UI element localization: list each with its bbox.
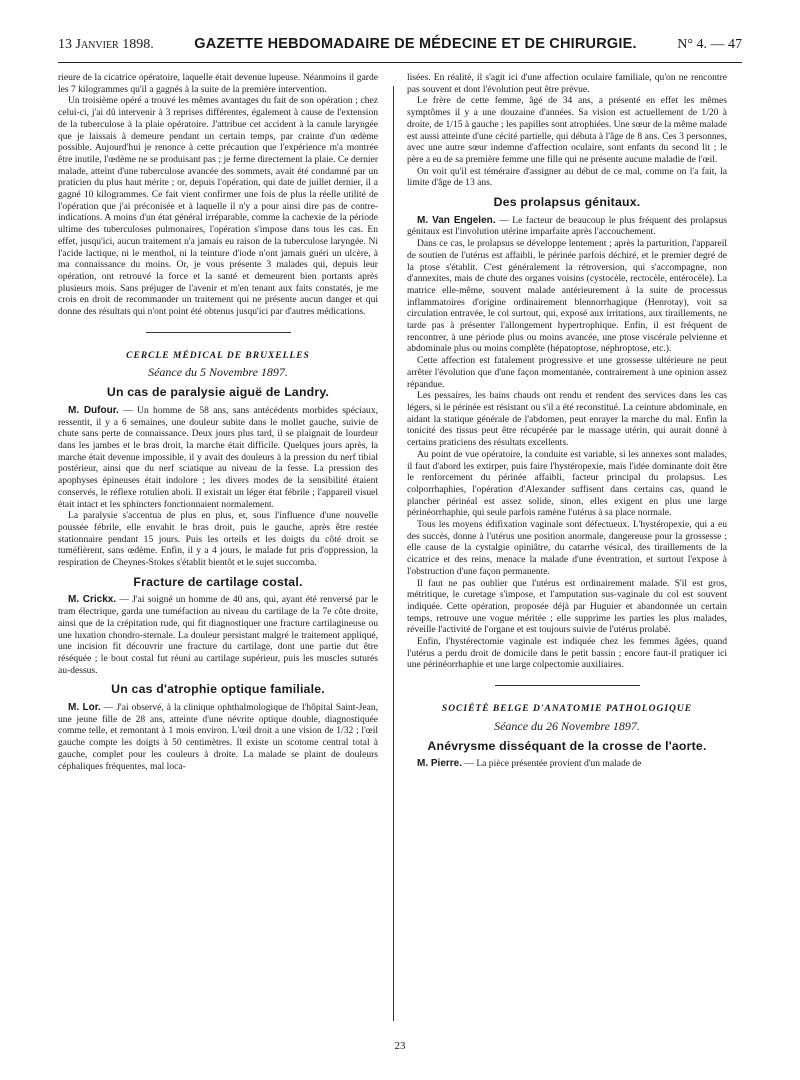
section-title: Anévrysme disséquant de la crosse de l'aorte. [427,738,707,753]
speaker-name: M. Dufour. [68,404,119,416]
paragraph: On voit qu'il est téméraire d'assigner au début de ce mal, comme on l'a fait, la limite d'âge de 13 ans. [407,165,727,189]
section-separator [146,332,291,333]
society-heading: CERCLE MÉDICAL DE BRUXELLES [126,350,310,361]
paragraph: — J'ai observé, à la clinique ophthalmologique de l'hôpital Saint-Jean, une jeune fille de 28 ans, atteinte d'une névrite optique double, diagnostiquée comme telle, et remontant à 1 mois environ. L'œil droit a une vision de 1/32 ; l'œil gauche compte les doigts à 50 centimètres. Il existe un scotome central total à gauche, complet pour les couleurs à droite. La malade se plaint de douleurs céphaliques fréquentes, mal loca- [58,702,378,772]
society-heading: SOCIÉTÉ BELGE D'ANATOMIE PATHOLOGIQUE [441,704,693,715]
issue-number: N° 4. — 47 [677,37,742,52]
paragraph: — La pièce présentée provient d'un malade de [462,758,642,770]
journal-title: GAZETTE HEBDOMADAIRE DE MÉDECINE ET DE CHIRURGIE. [194,36,637,52]
page-number: 23 [394,1040,406,1052]
speaker-name: M. Lor. [68,702,101,714]
paragraph: Au point de vue opératoire, la conduite est variable, si les annexes sont malades, il faut d'abord les extirper, puis faire l'hystéropexie, mais l'idée dominante doit être le renforcement du périnée affaibli, facteur principal du prolapsus. Les colporrhaphies, l'opération d'Alexander suffisent dans certains cas, quand le plancher périnéal est assez solide, sinon, elles exigent en plus une large périnéorrhaphie, qui seule parfois ramène l'utérus à sa place normale. [407,448,727,519]
right-column [407,72,727,770]
paragraph: rieure de la cicatrice opératoire, laquelle était devenue lupeuse. Néanmoins il garde les 7 kilogrammes qu'il a gagnés à la suite de la première intervention. [58,72,378,95]
left-column [58,72,378,772]
paragraph: Les pessaires, les bains chauds ont rendu et rendent des services dans les cas légers, si le périnée est résistant ou s'il a été reconstitué. La ceinture abdominale, en aidant la statique générale de l'abdomen, peut enrayer la marche du mal. Enfin la tonicité des tissus peut être récupérée par le massage utérin, qui aurait donné à certains praticiens des résultats excellents. [407,390,727,449]
speaker-name: M. Crickx. [68,594,117,606]
page-header [58,36,742,58]
paragraph: Dans ce cas, le prolapsus se développe lentement ; après la parturition, l'appareil de soutien de l'utérus est affaibli, le périnée parfois déchiré, et le premier degré de la ptose s'établit. C'est généralement la rétroversion, qui s'accompagne, non d'annexites, mais de chute des organes voisins (cystocèle, rectocèle, entérocèle). La matrice elle-même, souvent malade antérieurement à la suite de processus inflammatoires d'origine ordinairement blennorrhagique (Henrotay), voit sa circulation entravée, le col surtout, qui, exposé aux irritations, aux tiraillements, ne tarde pas à présenter l'allongement hypertrophique. Enfin, il est fréquent de rencontrer, à une période plus ou moins avancée, une ptose viscérale pelvienne et abdominale plus ou moins complète (hépatoptose, néphroptose, etc.). [407,238,727,355]
section-title: Fracture de cartilage costal. [133,574,303,589]
section-title: Un cas d'atrophie optique familiale. [111,682,325,697]
paragraph: lisées. En réalité, il s'agit ici d'une affection oculaire familiale, qu'on ne rencontre pas souvent et dont l'évolution peut être prévue. [407,72,727,95]
issue-date: 13 Janvier 1898. [58,37,154,52]
paragraph: Tous les moyens édifixation vaginale sont défectueux. L'hystéropexie, qui a eu des succès, donne à l'utérus une position anormale, dangereuse pour la grossesse ; elle cause de la cystalgie opiniâtre, du catarrhe vésical, des tiraillements de la cicatrice et des reins, menace la malade d'une éventration, et surtout l'expose à l'obstruction d'une façon permanente. [407,519,727,577]
paragraph: — Le facteur de beaucoup le plus fréquent des prolapsus génitaux est l'involution utérine imparfaite après l'accouchement. [407,214,727,238]
section-separator [495,685,640,686]
paragraph: Le frère de cette femme, âgé de 34 ans, a présenté en effet les mêmes symptômes il y a une douzaine d'années. Sa vision est actuellement de 1/20 à droite, de 1/15 à gauche ; les papilles sont atrophiées. Une sœur de la même malade est aussi atteinte d'une cécité partielle, qui débuta à l'âge de 8 ans. Ces 3 personnes, avec une autre sœur indemne d'affection oculaire, sont enfants du second lit ; le père a eu de sa première femme une fille qui ne présente aucune maladie de l'œil. [407,95,727,165]
paragraph: La paralysie s'accentua de plus en plus, et, sous l'influence d'une nouvelle poussée fébrile, elle envahit le bras droit, puis le gauche, après être restée stationnaire pendant 15 jours. Puis les orteils et les doigts du côté droit se tuméfièrent, sans œdème. Enfin, il y a 4 jours, le malade fut pris d'oppression, la respiration de Cheynes-Stokes s'établit bientôt et le sujet succomba. [58,510,378,569]
column-divider [393,86,394,1021]
seance-date: Séance du 5 Novembre 1897. [148,365,288,380]
header-rule [58,62,742,63]
seance-date: Séance du 26 Novembre 1897. [494,718,640,733]
section-title: Des prolapsus génitaux. [493,195,641,210]
paragraph: — J'ai soigné un homme de 40 ans, qui, ayant été renversé par le tram électrique, garda une tuméfaction au niveau du cartilage de la 7e côte droite, ainsi que de la crépitation rude, qui fit diagnostiquer une fracture cartilagineuse ou une luxation chondro-sternale. La douleur persistant malgré le traitement appliqué, une incision fit découvrir une fracture du cartilage, dont une partie dut être réséquée ; le bout costal fut réuni au cartilage supérieur, puis les muscles suturés au-dessus. [58,594,378,676]
speaker-name: M. Van Engelen. [417,214,496,226]
paragraph: Cette affection est fatalement progressive et une grossesse ultérieure ne peut arrêter l'évolution que d'une façon momentanée, contrairement à une opinion assez répandue. [407,355,727,390]
paragraph: Il faut ne pas oublier que l'utérus est ordinairement malade. S'il est gros, métritique, le curetage s'impose, et l'amputation sus-vaginale du col est souvent indiquée. Cette opération, proposée déjà par Huguier et abandonnée un certain temps, retrouve une vogue méritée ; elle supprime les parties les plus malades, réveille l'activité de l'organe et est toujours suivie de l'utérus prolabé. [407,577,727,636]
speaker-name: M. Pierre. [417,758,463,770]
paragraph: Un troisième opéré a trouvé les mêmes avantages du fait de son opération ; chez celui-ci, j'ai dû intervenir à 3 reprises différentes, également à cause de l'extension de la tuberculose à la plaie opératoire. J'attribue cet accident à la canule laryngée que je laissais à demeure pendant un certain temps, par crainte d'un œdème possible. Aujourd'hui je renonce à cette précaution que l'expérience m'a montrée être inutile, l'œdème ne se produisant pas ; je ferme directement la plaie. Ce dernier malade, atteint d'une tuberculose avancée des sommets, avait été condamné par un praticien du plus haut mérite ; or, depuis l'opération, qui date de juillet dernier, il a gagné 10 kilogrammes. Ce fait vient confirmer une fois de plus la réelle utilité de l'opération que j'ai préconisée et à laquelle il n'y a pour ainsi dire pas de contre-indications. A moins d'un état général irréparable, comme la cachexie de la période ultime des tuberculoses pulmonaires, l'opération s'impose dans tous les cas. En effet, jusqu'ici, aucun traitement n'a jamais eu raison de la tuberculose laryngée. Ni l'acide lactique, ni le menthol, ni la teinture d'iode n'ont jamais guéri un ulcère, à ma connaissance du moins. Or, je vous présente 3 malades qui, depuis leur opération, ont retrouvé la force et la santé et demeurent bien portants après plusieurs mois. Sans préjuger de l'avenir et m'en tenant aux faits constatés, je me crois en droit de recommander un traitement qui ne présente aucun danger et qui donne des résultats qui n'ont point été obtenus jusqu'ici par d'autres médications. [58,95,378,318]
section-title: Un cas de paralysie aiguë de Landry. [106,385,330,400]
paragraph: Enfin, l'hystérectomie vaginale est indiquée chez les femmes âgées, quand l'utérus a perdu droit de domicile dans le petit bassin ; encore faut-il pratiquer ici une périnéorrhaphie et une large colpectomie auxiliaires. [407,636,727,671]
paragraph: — Un homme de 58 ans, sans antécédents morbides spéciaux, ressentit, il y a 6 semaines, une douleur subite dans le mollet gauche, suivie de chute sans perte de connaissance. Deux jours plus tard, il se plaignait de lourdeur dans les jambes et le bras droit, la marche était difficile. Quelques jours après, la marche était devenue impossible, il y avait des douleurs à la pression du nerf tibial postérieur, ainsi que du nerf sciatique au niveau de la fesse. La pression des apophyses épineuses était indolore ; les divers modes de la sensibilité étaient conservés, le réflexe rotulien aboli. Il existait un léger état fébrile ; l'appareil visuel était intact et les sphincters fonctionnaient normalement. [58,404,378,510]
